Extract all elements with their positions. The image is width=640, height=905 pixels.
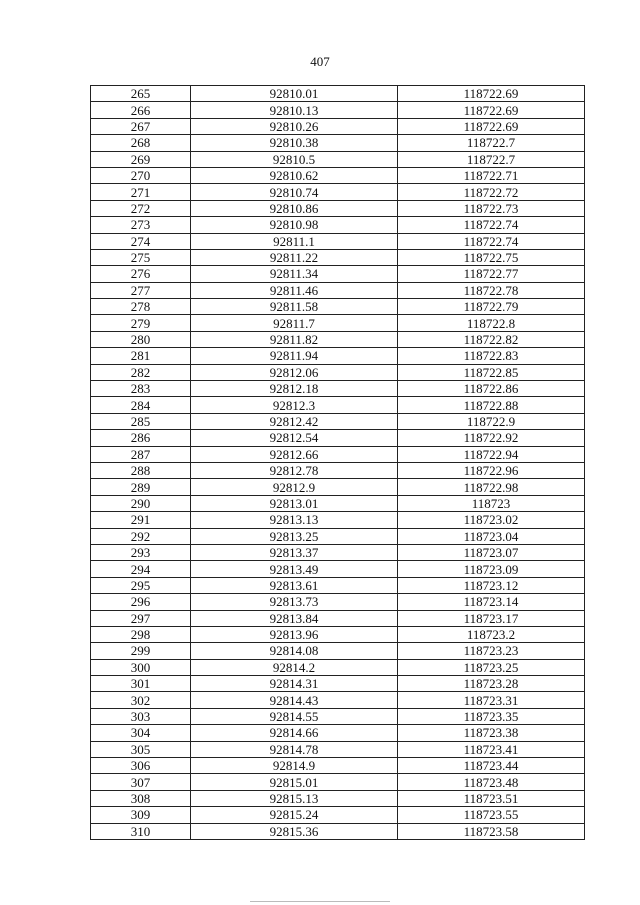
point-number-cell: 301 [91,676,191,692]
point-number-cell: 304 [91,725,191,741]
x-coordinate-cell: 92812.66 [191,446,398,462]
y-coordinate-cell: 118723.12 [398,577,585,593]
bottom-divider [250,901,390,902]
y-coordinate-cell: 118722.86 [398,381,585,397]
y-coordinate-cell: 118722.83 [398,348,585,364]
x-coordinate-cell: 92813.13 [191,512,398,528]
table-row [91,626,585,642]
point-number-cell: 290 [91,495,191,511]
table-row [91,495,585,511]
x-coordinate-cell: 92813.61 [191,577,398,593]
page-number: 407 [310,54,330,69]
point-number-cell: 273 [91,217,191,233]
point-number-cell: 282 [91,364,191,380]
point-number-cell: 294 [91,561,191,577]
table-row [91,315,585,331]
x-coordinate-cell: 92811.46 [191,282,398,298]
x-coordinate-cell: 92814.66 [191,725,398,741]
x-coordinate-cell: 92810.62 [191,167,398,183]
point-number-cell: 296 [91,594,191,610]
y-coordinate-cell: 118723.28 [398,676,585,692]
y-coordinate-cell: 118722.7 [398,135,585,151]
y-coordinate-cell: 118722.92 [398,430,585,446]
table-row [91,774,585,790]
table-row [91,708,585,724]
x-coordinate-cell: 92810.01 [191,86,398,102]
y-coordinate-cell: 118723.23 [398,643,585,659]
point-number-cell: 278 [91,299,191,315]
x-coordinate-cell: 92814.43 [191,692,398,708]
point-number-cell: 284 [91,397,191,413]
point-number-cell: 291 [91,512,191,528]
x-coordinate-cell: 92810.13 [191,102,398,118]
x-coordinate-cell: 92815.24 [191,807,398,823]
table-row [91,381,585,397]
x-coordinate-cell: 92812.06 [191,364,398,380]
table-row [91,528,585,544]
point-number-cell: 310 [91,823,191,839]
x-coordinate-cell: 92812.18 [191,381,398,397]
table-row [91,413,585,429]
y-coordinate-cell: 118722.74 [398,217,585,233]
table-row [91,233,585,249]
x-coordinate-cell: 92811.34 [191,266,398,282]
point-number-cell: 306 [91,758,191,774]
point-number-cell: 300 [91,659,191,675]
table-row [91,561,585,577]
table-row [91,397,585,413]
y-coordinate-cell: 118722.85 [398,364,585,380]
y-coordinate-cell: 118723.55 [398,807,585,823]
x-coordinate-cell: 92814.31 [191,676,398,692]
point-number-cell: 288 [91,462,191,478]
table-row [91,217,585,233]
y-coordinate-cell: 118722.71 [398,167,585,183]
y-coordinate-cell: 118723.41 [398,741,585,757]
table-row [91,151,585,167]
table-row [91,676,585,692]
x-coordinate-cell: 92813.49 [191,561,398,577]
point-number-cell: 268 [91,135,191,151]
y-coordinate-cell: 118722.78 [398,282,585,298]
x-coordinate-cell: 92810.86 [191,200,398,216]
y-coordinate-cell: 118723.02 [398,512,585,528]
point-number-cell: 293 [91,544,191,560]
table-body [91,86,585,840]
point-number-cell: 283 [91,381,191,397]
y-coordinate-cell: 118723.09 [398,561,585,577]
table-row [91,446,585,462]
table-row [91,823,585,839]
x-coordinate-cell: 92812.3 [191,397,398,413]
point-number-cell: 287 [91,446,191,462]
x-coordinate-cell: 92813.01 [191,495,398,511]
point-number-cell: 272 [91,200,191,216]
y-coordinate-cell: 118723.04 [398,528,585,544]
y-coordinate-cell: 118722.88 [398,397,585,413]
y-coordinate-cell: 118722.77 [398,266,585,282]
x-coordinate-cell: 92810.5 [191,151,398,167]
point-number-cell: 281 [91,348,191,364]
table-row [91,184,585,200]
table-row [91,479,585,495]
table-row [91,135,585,151]
y-coordinate-cell: 118723.07 [398,544,585,560]
x-coordinate-cell: 92815.36 [191,823,398,839]
y-coordinate-cell: 118722.98 [398,479,585,495]
coordinate-table-container [90,85,584,840]
table-row [91,364,585,380]
table-row [91,725,585,741]
y-coordinate-cell: 118723.44 [398,758,585,774]
table-row [91,577,585,593]
y-coordinate-cell: 118723.2 [398,626,585,642]
x-coordinate-cell: 92812.9 [191,479,398,495]
x-coordinate-cell: 92813.84 [191,610,398,626]
point-number-cell: 275 [91,249,191,265]
y-coordinate-cell: 118723.58 [398,823,585,839]
y-coordinate-cell: 118723.35 [398,708,585,724]
point-number-cell: 280 [91,331,191,347]
x-coordinate-cell: 92810.98 [191,217,398,233]
y-coordinate-cell: 118722.75 [398,249,585,265]
point-number-cell: 276 [91,266,191,282]
y-coordinate-cell: 118722.9 [398,413,585,429]
point-number-cell: 298 [91,626,191,642]
y-coordinate-cell: 118722.72 [398,184,585,200]
table-row [91,659,585,675]
x-coordinate-cell: 92813.25 [191,528,398,544]
point-number-cell: 297 [91,610,191,626]
table-row [91,462,585,478]
table-row [91,758,585,774]
table-row [91,299,585,315]
table-row [91,282,585,298]
y-coordinate-cell: 118723 [398,495,585,511]
x-coordinate-cell: 92811.22 [191,249,398,265]
y-coordinate-cell: 118722.79 [398,299,585,315]
x-coordinate-cell: 92811.82 [191,331,398,347]
y-coordinate-cell: 118722.69 [398,118,585,134]
y-coordinate-cell: 118722.74 [398,233,585,249]
point-number-cell: 295 [91,577,191,593]
y-coordinate-cell: 118722.69 [398,86,585,102]
x-coordinate-cell: 92812.54 [191,430,398,446]
point-number-cell: 302 [91,692,191,708]
x-coordinate-cell: 92810.74 [191,184,398,200]
x-coordinate-cell: 92815.13 [191,790,398,806]
table-row [91,200,585,216]
y-coordinate-cell: 118723.48 [398,774,585,790]
table-row [91,790,585,806]
table-row [91,692,585,708]
x-coordinate-cell: 92814.78 [191,741,398,757]
table-row [91,741,585,757]
table-row [91,643,585,659]
point-number-cell: 289 [91,479,191,495]
y-coordinate-cell: 118722.73 [398,200,585,216]
y-coordinate-cell: 118723.17 [398,610,585,626]
table-row [91,266,585,282]
y-coordinate-cell: 118723.51 [398,790,585,806]
table-row [91,102,585,118]
x-coordinate-cell: 92812.78 [191,462,398,478]
table-row [91,512,585,528]
table-row [91,348,585,364]
point-number-cell: 274 [91,233,191,249]
y-coordinate-cell: 118722.69 [398,102,585,118]
x-coordinate-cell: 92813.37 [191,544,398,560]
x-coordinate-cell: 92814.55 [191,708,398,724]
table-row [91,331,585,347]
point-number-cell: 286 [91,430,191,446]
table-row [91,807,585,823]
y-coordinate-cell: 118723.38 [398,725,585,741]
x-coordinate-cell: 92813.96 [191,626,398,642]
y-coordinate-cell: 118722.94 [398,446,585,462]
point-number-cell: 285 [91,413,191,429]
x-coordinate-cell: 92810.26 [191,118,398,134]
point-number-cell: 265 [91,86,191,102]
table-row [91,167,585,183]
y-coordinate-cell: 118723.31 [398,692,585,708]
x-coordinate-cell: 92813.73 [191,594,398,610]
point-number-cell: 307 [91,774,191,790]
point-number-cell: 308 [91,790,191,806]
x-coordinate-cell: 92812.42 [191,413,398,429]
point-number-cell: 277 [91,282,191,298]
coordinate-table [90,85,585,840]
point-number-cell: 299 [91,643,191,659]
point-number-cell: 292 [91,528,191,544]
point-number-cell: 270 [91,167,191,183]
point-number-cell: 305 [91,741,191,757]
x-coordinate-cell: 92814.08 [191,643,398,659]
table-row [91,430,585,446]
point-number-cell: 303 [91,708,191,724]
y-coordinate-cell: 118722.7 [398,151,585,167]
point-number-cell: 309 [91,807,191,823]
y-coordinate-cell: 118722.8 [398,315,585,331]
table-row [91,610,585,626]
point-number-cell: 271 [91,184,191,200]
x-coordinate-cell: 92810.38 [191,135,398,151]
table-row [91,249,585,265]
table-row [91,118,585,134]
table-row [91,86,585,102]
table-row [91,544,585,560]
y-coordinate-cell: 118723.25 [398,659,585,675]
x-coordinate-cell: 92811.7 [191,315,398,331]
y-coordinate-cell: 118722.96 [398,462,585,478]
y-coordinate-cell: 118722.82 [398,331,585,347]
x-coordinate-cell: 92814.2 [191,659,398,675]
point-number-cell: 279 [91,315,191,331]
x-coordinate-cell: 92815.01 [191,774,398,790]
x-coordinate-cell: 92814.9 [191,758,398,774]
table-row [91,594,585,610]
x-coordinate-cell: 92811.58 [191,299,398,315]
point-number-cell: 266 [91,102,191,118]
x-coordinate-cell: 92811.1 [191,233,398,249]
point-number-cell: 269 [91,151,191,167]
point-number-cell: 267 [91,118,191,134]
x-coordinate-cell: 92811.94 [191,348,398,364]
y-coordinate-cell: 118723.14 [398,594,585,610]
